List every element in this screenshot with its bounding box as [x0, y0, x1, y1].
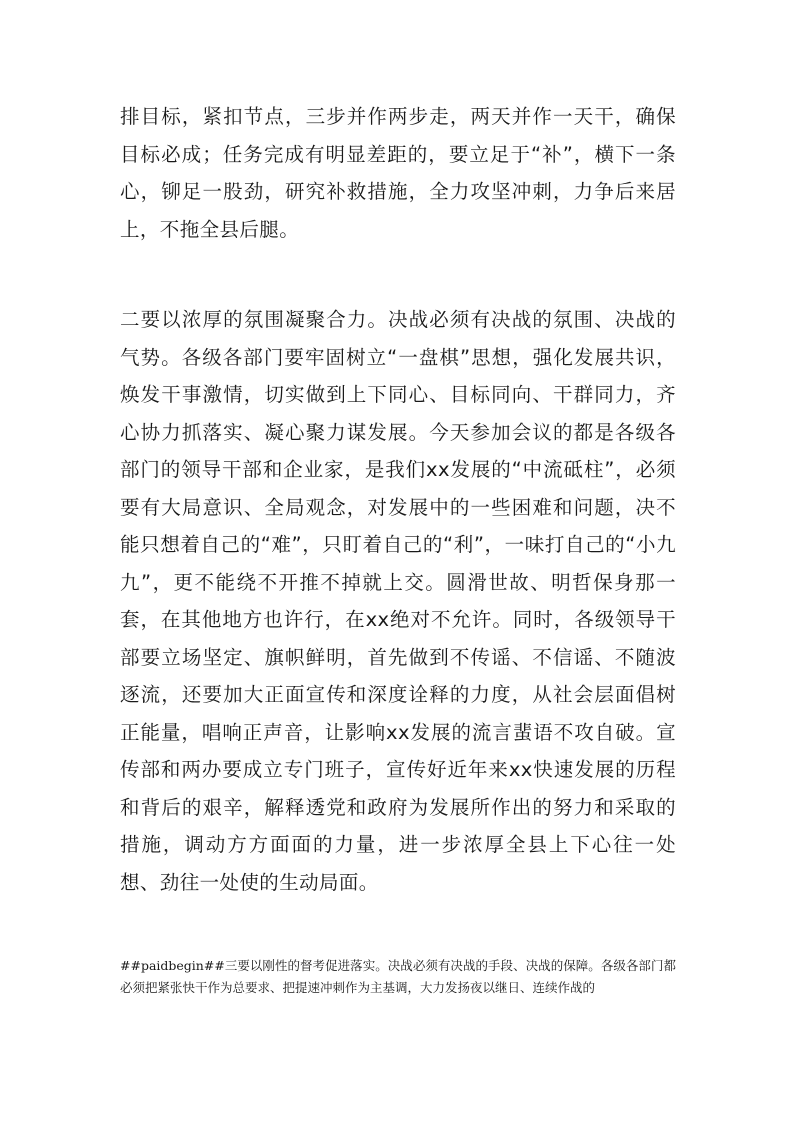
body-paragraph: 排目标，紧扣节点，三步并作两步走，两天并作一天干，确保目标必成；任务完成有明显差距的，要立足于“补”，横下一条心，铆足一股劲，研究补救措施，全力攻坚冲刺，力争后来居上，不拖全县后腿。	[120, 105, 676, 241]
preview-paragraph: ##paidbegin##三要以刚性的督考促进落实。决战必须有决战的手段、决战的保障。各级各部门都必须把紧张快干作为总要求、把提速冲刺作为主基调，大力发扬夜以继日、连续作战的	[120, 958, 676, 995]
body-paragraph: 二要以浓厚的氛围凝聚合力。决战必须有决战的氛围、决战的气势。各级各部门要牢固树立“一盘棋”思想，强化发展共识，焕发干事激情，切实做到上下同心、目标同向、干群同力，齐心协力抓落实、凝心聚力谋发展。今天参加会议的都是各级各部门的领导干部和企业家，是我们xx发展的“中流砥柱”，必须要有大局意识、全局观念，对发展中的一些困难和问题，决不能只想着自己的“难”，只盯着自己的“利”，一味打自己的“小九九”，更不能绕不开推不掉就上交。圆滑世故、明哲保身那一套，在其他地方也许行，在xx绝对不允许。同时，各级领导干部要立场坚定、旗帜鲜明，首先做到不传谣、不信谣、不随波逐流，还要加大正面宣传和深度诠释的力度，从社会层面倡树正能量，唱响正声音，让影响xx发展的流言蜚语不攻自破。宣传部和两办要成立专门班子，宣传好近年来xx快速发展的历程和背后的艰辛，解释透党和政府为发展所作出的努力和采取的措施，调动方方面面的力量，进一步浓厚全县上下心往一处想、劲往一处使的生动局面。	[120, 308, 676, 894]
